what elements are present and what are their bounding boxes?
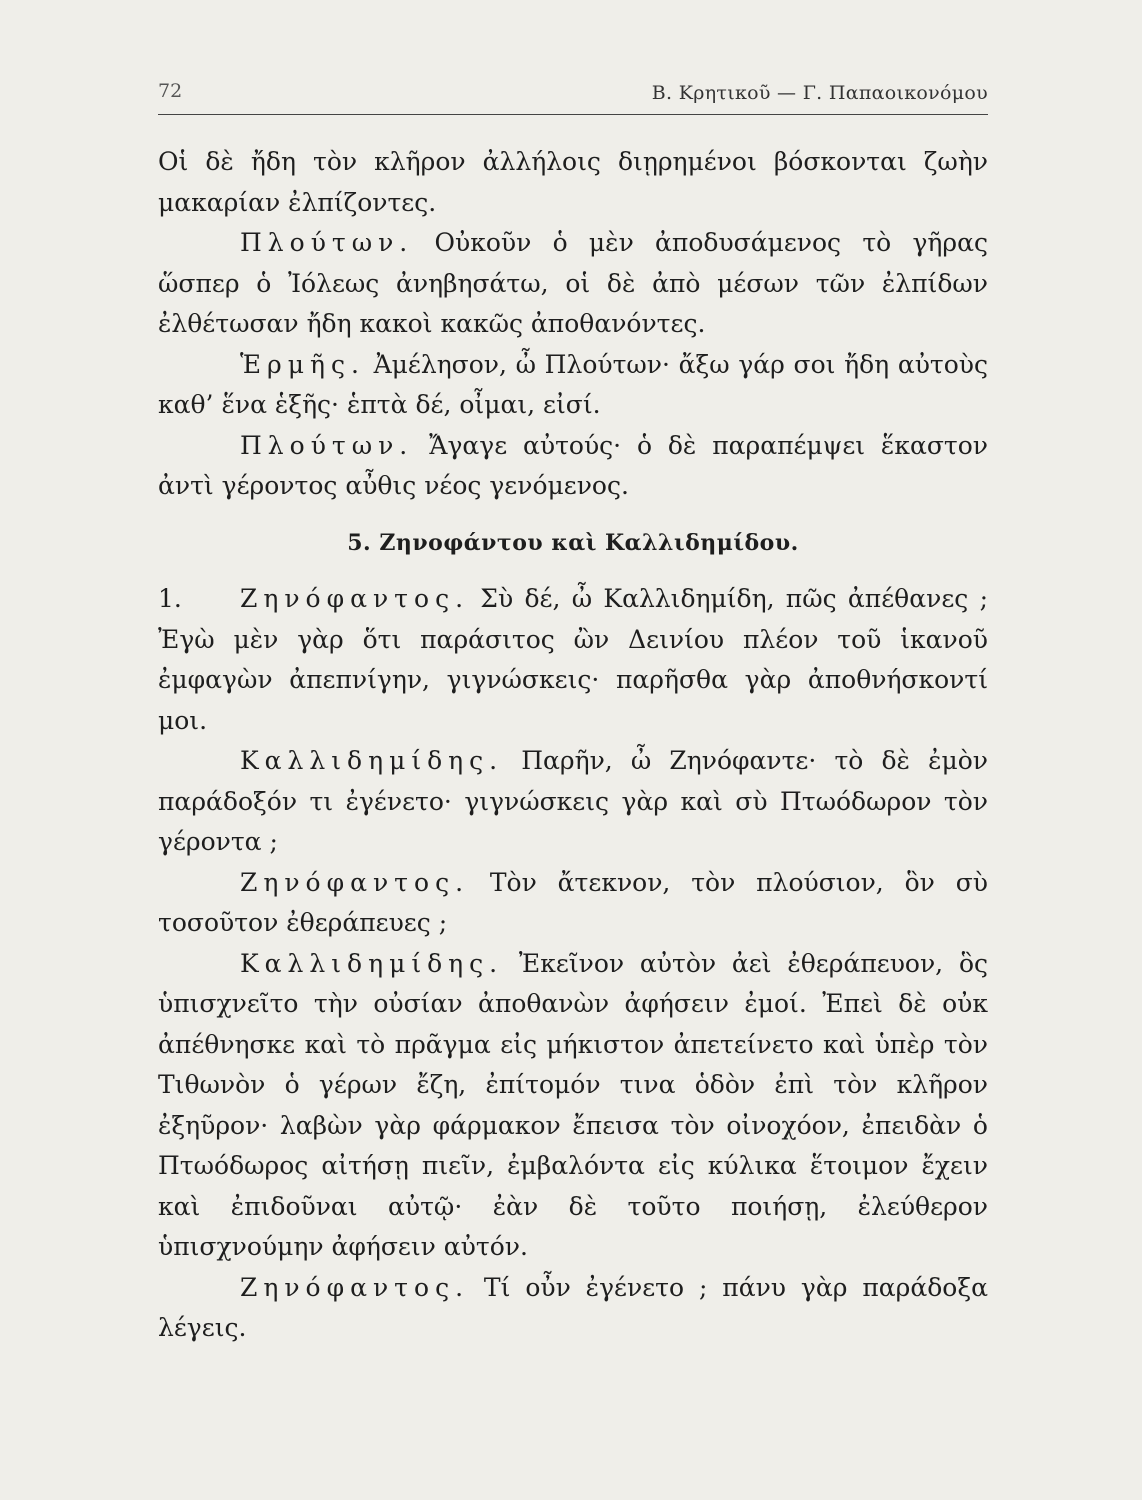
running-head-title: Β. Κρητικοῦ — Γ. Παπαοικονόμου (651, 82, 988, 104)
paragraph (158, 741, 988, 863)
paragraph (158, 223, 988, 345)
speaker-name: Ζηνόφαντος. (240, 867, 470, 897)
paragraph-text: Σὺ δέ, ὦ Καλλιδημίδη, πῶς ἀπέθανες ; Ἐγὼ μὲν γὰρ ὅτι παράσιτος ὢν Δεινίου πλέον τοῦ ἱκανοῦ ἐμφαγὼν ἀπεπνίγην, γιγνώσκεις· παρῆσθα γὰρ ἀποθνήσκοντί μοι. (158, 584, 988, 735)
header-rule (158, 114, 988, 115)
paragraph-text: Τὸν ἄτεκνον, τὸν πλούσιον, ὃν σὺ τοσοῦτον ἐθεράπευες ; (158, 867, 988, 937)
speaker-name: Καλλιδημίδης. (240, 948, 504, 978)
speaker-name: Πλούτων. (240, 430, 414, 460)
paragraph-text: Ἀμέλησον, ὦ Πλούτων· ἄξω γάρ σοι ἤδη αὐτοὺς καθ’ ἕνα ἑξῆς· ἑπτὰ δέ, οἶμαι, εἰσί. (158, 349, 988, 419)
body-text (158, 142, 988, 1349)
paragraph (158, 579, 988, 741)
running-head (158, 80, 988, 110)
paragraph-text: Τί οὖν ἐγένετο ; πάνυ γὰρ παράδοξα λέγεις. (158, 1272, 988, 1342)
speaker-name: Πλούτων. (240, 228, 414, 257)
speaker-name: Ζηνόφαντος. (240, 584, 470, 613)
paragraph (158, 345, 988, 426)
paragraph-text: Οὐκοῦν ὁ μὲν ἀποδυσάμενος τὸ γῆρας ὥσπερ ὁ Ἰόλεως ἀνηβησάτω, οἱ δὲ ἀπὸ μέσων τῶν ἐλπίδων ἐλθέτωσαν ἤδη κακοὶ κακῶς ἀποθανόντες. (158, 228, 988, 338)
paragraph-number: 1. (158, 584, 182, 613)
section-heading: 5. Ζηνοφάντου καὶ Καλλιδημίδου. (347, 529, 799, 556)
speaker-name: Ἑρμῆς. (240, 349, 365, 379)
paragraph-text: Ἄγαγε αὐτούς· ὁ δὲ παραπέμψει ἕκαστον ἀντὶ γέροντος αὖθις νέος γενόμενος. (158, 430, 988, 500)
paragraph-text: Ἐκεῖνον αὐτὸν ἀεὶ ἐθεράπευον, ὃς ὑπισχνεῖτο τὴν οὐσίαν ἀποθανὼν ἀφήσειν ἐμοί. Ἐπεὶ δὲ οὐκ ἀπέθνησκε καὶ τὸ πρᾶγμα εἰς μήκιστον ἀπετείνετο καὶ ὑπὲρ τὸν Τιθωνὸν ὁ γέρων ἔζη, ἐπίτομόν τινα ὁδὸν ἐπὶ τὸν κλῆρον ἐξηῦρον· λαβὼν γὰρ φάρμακον ἔπεισα τὸν οἰνοχόον, ἐπειδὰν ὁ Πτωόδωρος αἰτήσῃ πιεῖν, ἐμβαλόντα εἰς κύλικα ἕτοιμον ἔχειν καὶ ἐπιδοῦναι αὐτῷ· ἐὰν δὲ τοῦτο ποιήσῃ, ἐλεύθερον ὑπισχνούμην ἀφήσειν αὐτόν. (158, 948, 988, 1261)
paragraph (158, 426, 988, 507)
paragraph (158, 863, 988, 944)
paragraph-text: Οἱ δὲ ἤδη τὸν κλῆρον ἀλλήλοις διῃρημένοι βόσκονται ζωὴν μακαρίαν ἐλπίζοντες. (158, 147, 988, 217)
paragraph (158, 1268, 988, 1349)
speaker-name: Καλλιδημίδης. (240, 746, 504, 775)
paragraph (158, 944, 988, 1268)
speaker-name: Ζηνόφαντος. (240, 1272, 470, 1302)
paragraph-text: Παρῆν, ὦ Ζηνόφαντε· τὸ δὲ ἐμὸν παράδοξόν τι ἐγένετο· γιγνώσκεις γὰρ καὶ σὺ Πτωόδωρον τὸν γέροντα ; (158, 746, 988, 856)
paragraph (158, 142, 988, 223)
page-number: 72 (158, 80, 183, 102)
